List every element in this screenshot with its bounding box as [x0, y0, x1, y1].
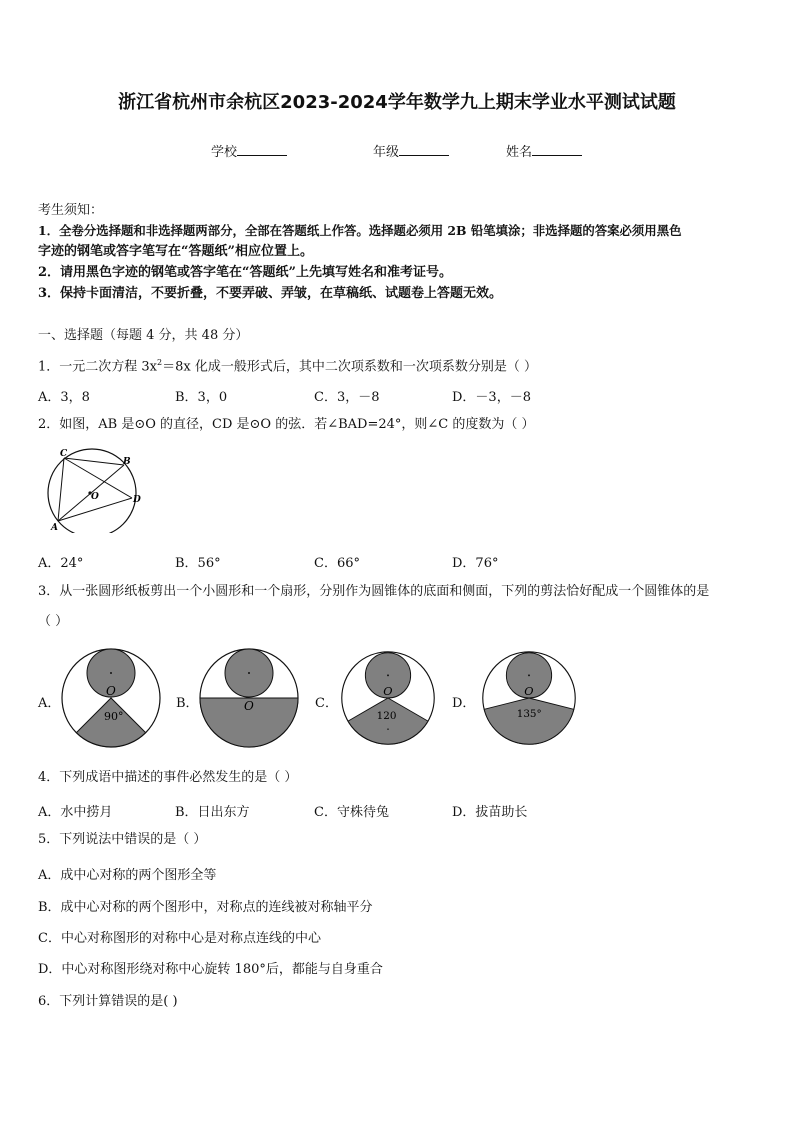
q2-option-d[interactable]: D．76°	[452, 556, 499, 571]
question-3-stem-cont: （ ）	[38, 614, 69, 629]
notice-item-1-cont: 字迹的钢笔或答字笔写在“答题纸”相应位置上。	[38, 244, 313, 259]
label-d: D	[133, 495, 141, 505]
center-label-d: O	[524, 684, 534, 699]
q3-figure-c[interactable]	[338, 648, 438, 748]
question-6-stem: 6．下列计算错误的是( )	[38, 994, 178, 1009]
chord-cb	[64, 458, 124, 465]
grade-field	[373, 141, 449, 160]
q1-stem-b: ＝8x 化成一般形式后，其中二次项系数和一次项系数分别是（ ）	[162, 359, 537, 375]
q5-option-a[interactable]: A．成中心对称的两个图形全等	[38, 868, 217, 883]
center-label-a: O	[106, 684, 116, 698]
q5-option-b[interactable]: B．成中心对称的两个图形中，对称点的连线被对称轴平分	[38, 900, 373, 915]
q3-figure-d[interactable]	[479, 648, 579, 748]
name-label: 姓名	[506, 145, 533, 160]
q3-figure-a[interactable]	[61, 648, 161, 748]
angle-label-d: 135°	[516, 707, 542, 720]
q2-option-a[interactable]: A．24°	[38, 556, 84, 571]
school-blank[interactable]	[237, 143, 287, 156]
chord-ca	[58, 458, 64, 521]
grade-label: 年级	[373, 145, 400, 160]
q5-option-d[interactable]: D．中心对称图形绕对称中心旋转 180°后，都能与自身重合	[38, 962, 383, 977]
q3-figure-b[interactable]	[199, 648, 299, 748]
q4-option-d[interactable]: D．拔苗助长	[452, 805, 528, 820]
notice-item-3: 3．保持卡面清洁，不要折叠，不要弄破、弄皱，在草稿纸、试题卷上答题无效。	[38, 286, 503, 301]
center-label-b: O	[244, 699, 254, 713]
section-heading: 一、选择题（每题 4 分，共 48 分）	[38, 328, 249, 343]
label-c: C	[60, 449, 68, 459]
name-blank[interactable]	[532, 143, 582, 156]
center-label-c: O	[383, 684, 393, 699]
notice-item-2: 2．请用黑色字迹的钢笔或答字笔在“答题纸”上先填写姓名和准考证号。	[38, 265, 453, 280]
q4-option-a[interactable]: A．水中捞月	[38, 805, 113, 820]
notice-item-1: 1．全卷分选择题和非选择题两部分，全部在答题纸上作答。选择题必须用 2B 铅笔填涂；非选择题的答案必须用黑色	[38, 223, 682, 238]
q2-option-c[interactable]: C．66°	[314, 556, 360, 571]
q2-option-b[interactable]: B．56°	[175, 556, 221, 571]
angle-label-a: 90°	[104, 710, 124, 723]
school-label: 学校	[211, 145, 238, 160]
school-field	[211, 141, 287, 160]
label-o: O	[91, 492, 99, 502]
q3-option-b-label[interactable]: B．	[176, 696, 199, 711]
q1-option-b[interactable]: B．3，0	[175, 390, 228, 405]
label-a: A	[51, 523, 58, 533]
q1-option-a[interactable]: A．3，8	[38, 390, 90, 405]
label-b: B	[123, 457, 131, 467]
question-3-stem: 3．从一张圆形纸板剪出一个小圆形和一个扇形，分别作为圆锥体的底面和侧面，下列的剪法恰好配成一个圆锥体的是	[38, 584, 710, 599]
page-title: 浙江省杭州市余杭区2023-2024学年数学九上期末学业水平测试试题	[118, 92, 676, 113]
q4-option-c[interactable]: C．守株待兔	[314, 805, 389, 820]
q3-option-c-label[interactable]: C．	[315, 696, 338, 711]
q1-option-d[interactable]: D．－3，－8	[452, 390, 531, 405]
notice-heading: 考生须知：	[38, 203, 104, 218]
question-5-stem: 5．下列说法中错误的是（ ）	[38, 832, 207, 847]
angle-label-c: 120	[376, 709, 397, 722]
circle-diagram	[40, 443, 150, 533]
q3-option-a-label[interactable]: A．	[38, 696, 61, 711]
q4-option-b[interactable]: B．日出东方	[175, 805, 250, 820]
question-2-stem: 2．如图，AB 是⊙O 的直径，CD 是⊙O 的弦．若∠BAD=24°，则∠C 的度数为（ ）	[38, 417, 535, 432]
name-field	[506, 141, 582, 160]
q1-stem-a: 1．一元二次方程 3x	[38, 359, 158, 375]
q5-option-c[interactable]: C．中心对称图形的对称中心是对称点连线的中心	[38, 931, 321, 946]
question-4-stem: 4．下列成语中描述的事件必然发生的是（ ）	[38, 770, 298, 785]
q1-stem-sup: 2	[157, 358, 163, 367]
question-1-stem	[38, 355, 537, 375]
q3-option-d-label[interactable]: D．	[452, 696, 476, 711]
grade-blank[interactable]	[399, 143, 449, 156]
q1-option-c[interactable]: C．3，－8	[314, 390, 380, 405]
